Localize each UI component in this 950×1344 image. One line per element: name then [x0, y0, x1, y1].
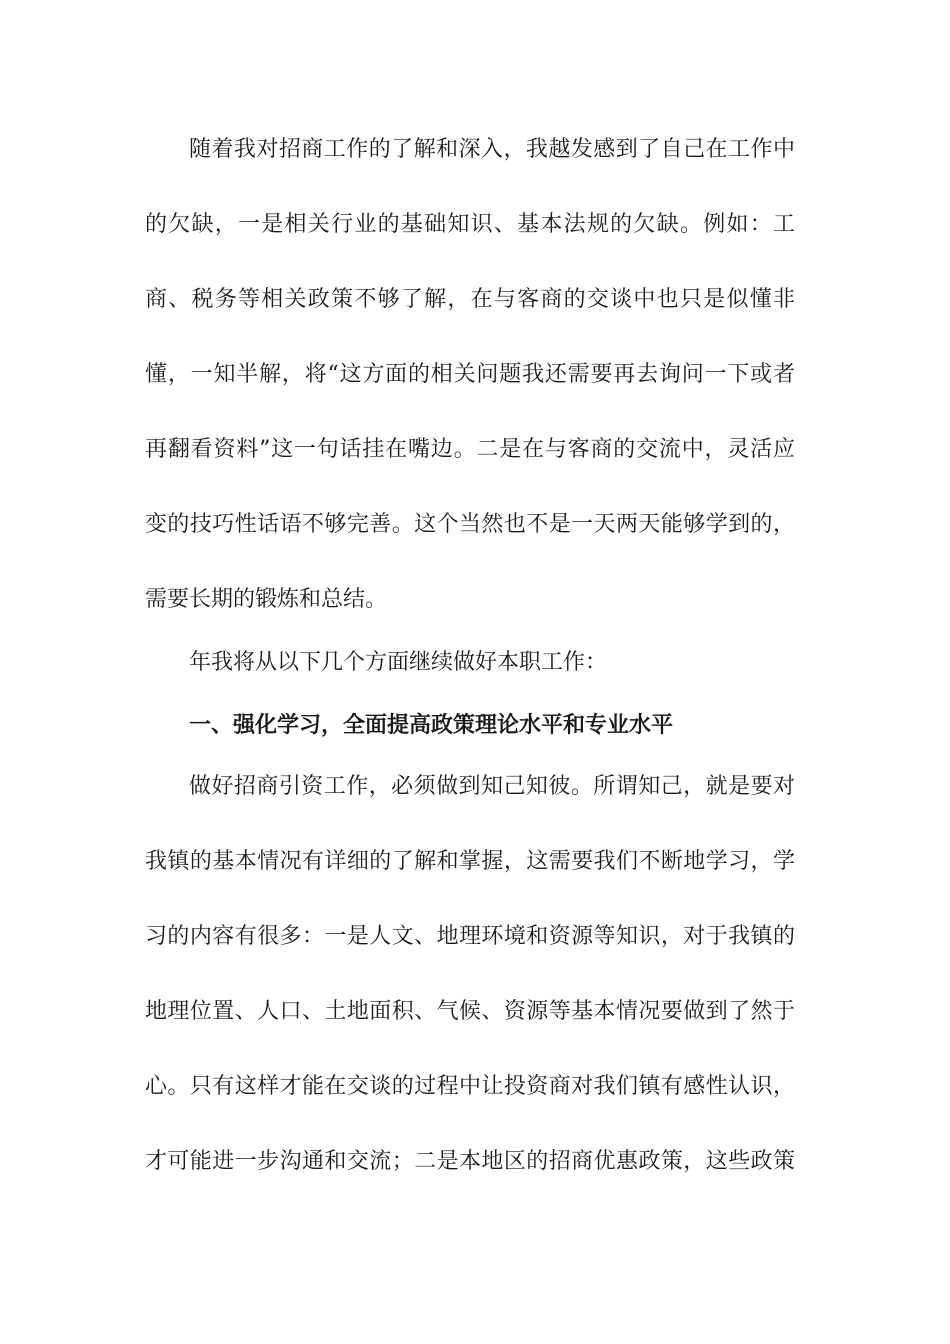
paragraph-line: 需要长期的锻炼和总结。: [145, 587, 388, 612]
paragraph-line: 变的技巧性话语不够完善。这个当然也不是一天两天能够学到的，: [145, 512, 795, 537]
paragraph-line: 做好招商引资工作，必须做到知己知彼。所谓知己，就是要对: [189, 774, 795, 799]
paragraph-line: 心。只有这样才能在交谈的过程中让投资商对我们镇有感性认识，: [145, 1074, 795, 1099]
paragraph-line: 懂，一知半解，将“这方面的相关问题我还需要再去询问一下或者: [145, 362, 795, 387]
paragraph-line: 再翻看资料”这一句话挂在嘴边。二是在与客商的交流中，灵活应: [145, 437, 795, 462]
paragraph-line: 习的内容有很多：一是人文、地理环境和资源等知识，对于我镇的: [145, 924, 795, 949]
section-heading: 一、强化学习，全面提高政策理论水平和专业水平: [189, 713, 674, 738]
paragraph-line: 地理位置、人口、土地面积、气候、资源等基本情况要做到了然于: [145, 999, 795, 1024]
paragraph-line: 的欠缺，一是相关行业的基础知识、基本法规的欠缺。例如：工: [145, 212, 795, 237]
paragraph-line: 我镇的基本情况有详细的了解和掌握，这需要我们不断地学习，学: [145, 849, 795, 874]
paragraph-line: 年我将从以下几个方面继续做好本职工作：: [189, 650, 608, 675]
paragraph-line: 随着我对招商工作的了解和深入，我越发感到了自己在工作中: [189, 137, 795, 162]
paragraph-line: 才可能进一步沟通和交流；二是本地区的招商优惠政策，这些政策: [145, 1149, 795, 1174]
paragraph-line: 商、税务等相关政策不够了解，在与客商的交谈中也只是似懂非: [145, 287, 795, 312]
